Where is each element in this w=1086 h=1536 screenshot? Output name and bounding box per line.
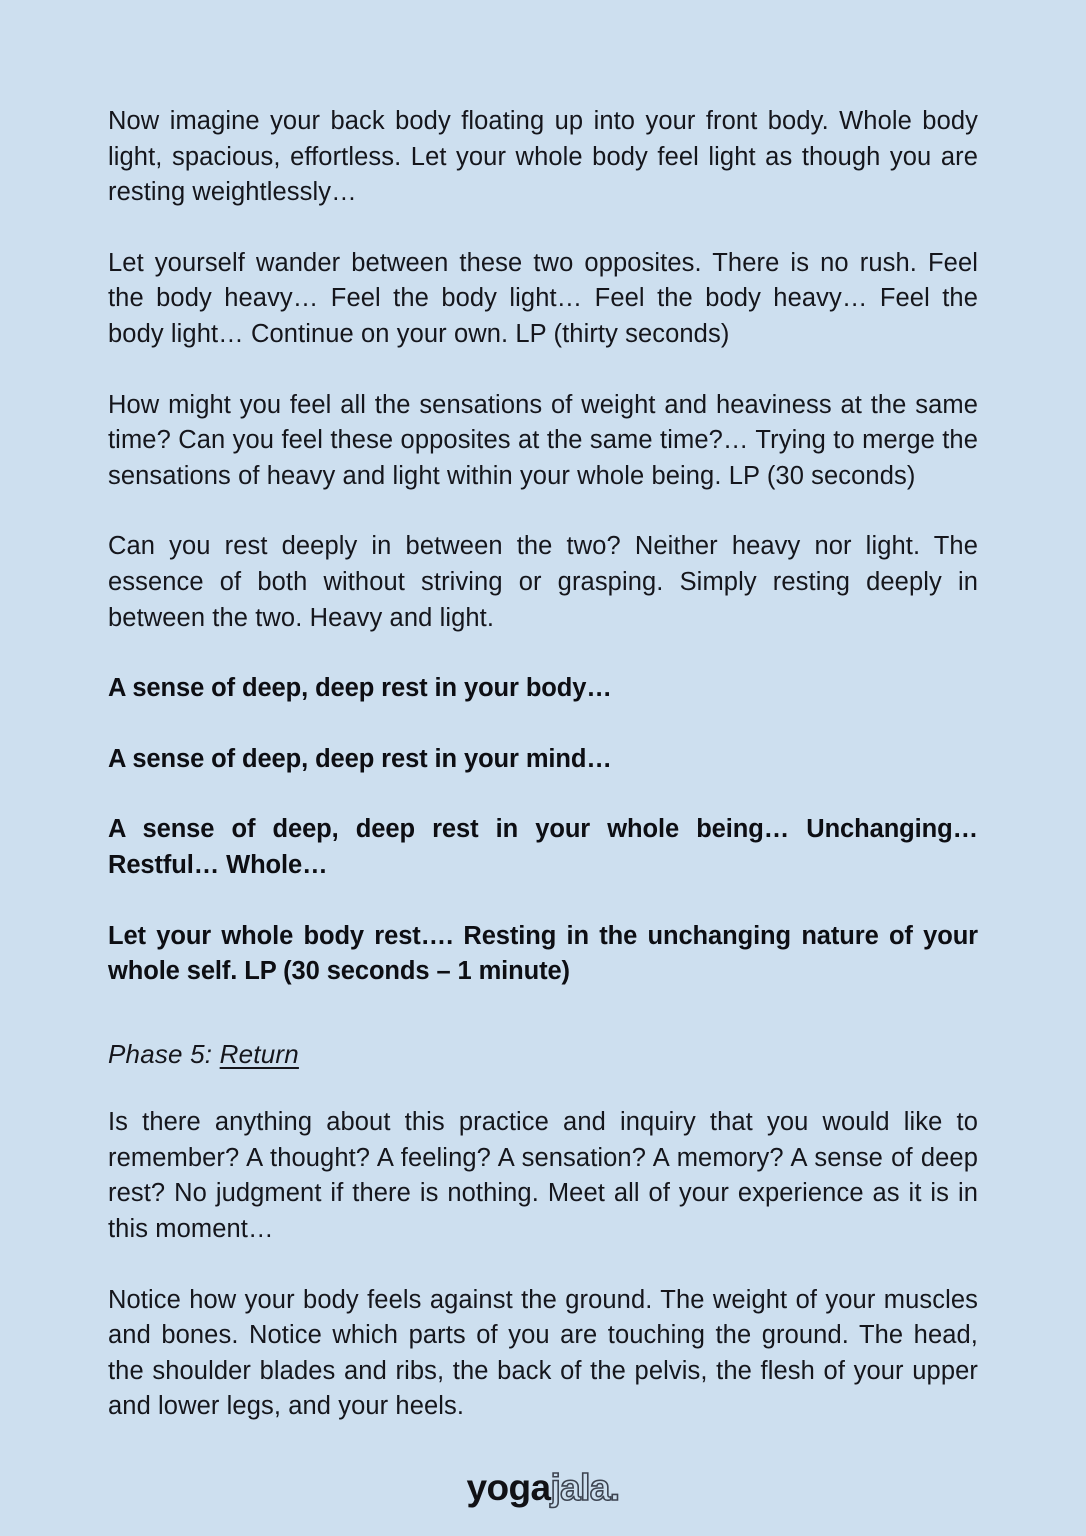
logo-text-solid: yoga	[466, 1467, 551, 1508]
phase-heading	[108, 1037, 978, 1073]
paragraph-1: Now imagine your back body floating up into your front body. Whole body light, spacious, effortless. Let your whole body feel light as though you are resting weightlessly…	[108, 107, 978, 207]
phase-heading-link[interactable]: Return	[219, 1038, 299, 1069]
phase-heading-prefix: Phase 5:	[108, 1038, 220, 1069]
paragraph-3: How might you feel all the sensations of weight and heaviness at the same time? Can you feel these opposites at the same time?… Trying to merge the sensations of heavy and light within your whole being. LP (30 seconds)	[108, 390, 978, 490]
footer	[0, 1468, 1086, 1512]
bold-statement-mind: A sense of deep, deep rest in your mind…	[108, 744, 612, 773]
logo-text-outline: jala	[550, 1467, 610, 1508]
bold-statement-whole-being: A sense of deep, deep rest in your whole being… Unchanging… Restful… Whole…	[108, 815, 978, 879]
yogajala-logo	[467, 1468, 620, 1508]
paragraph-2: Let yourself wander between these two opposites. There is no rush. Feel the body heavy… Feel the body light… Feel the body heavy… Feel the body light… Continue on your own. LP (thirty seconds)	[108, 248, 978, 348]
bold-statement-body: A sense of deep, deep rest in your body…	[108, 674, 612, 703]
section-spacer	[108, 1025, 978, 1037]
paragraph-4: Can you rest deeply in between the two? Neither heavy nor light. The essence of both without striving or grasping. Simply resting deeply in between the two. Heavy and light.	[108, 532, 978, 632]
paragraph-10: Notice how your body feels against the ground. The weight of your muscles and bones. Notice which parts of you are touching the ground. The head, the shoulder blades and ribs, the back of the pelvis, the flesh of your upper and lower legs, and your heels.	[108, 1285, 978, 1421]
document-body	[108, 104, 978, 1425]
paragraph-9: Is there anything about this practice and inquiry that you would like to remember? A thought? A feeling? A sensation? A memory? A sense of deep rest? No judgment if there is nothing. Meet all of your experience as it is in this moment…	[108, 1108, 978, 1244]
logo-dot: .	[609, 1467, 620, 1508]
bold-statement-whole-body-rest: Let your whole body rest…. Resting in the unchanging nature of your whole self. LP (30 seconds – 1 minute)	[108, 921, 978, 986]
